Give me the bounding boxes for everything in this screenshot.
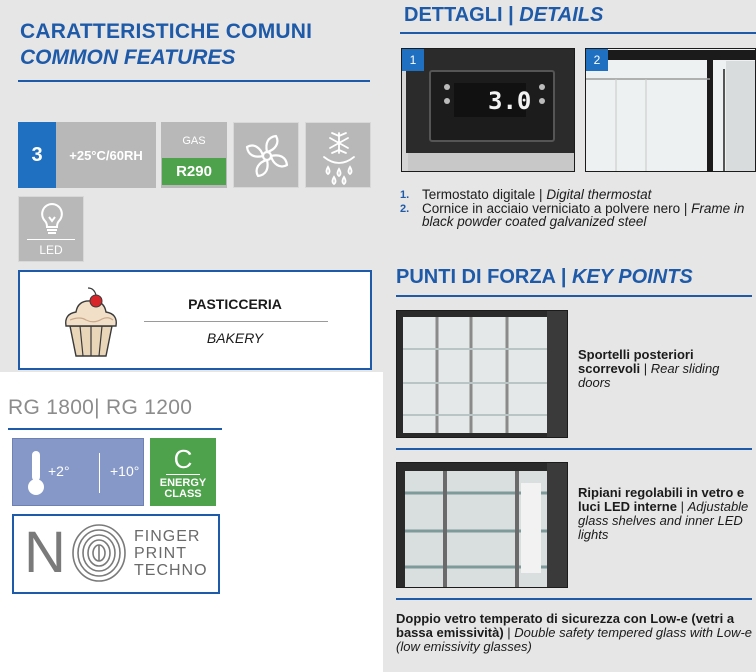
- details-title-it: DETTAGLI: [404, 4, 503, 26]
- shelves-image: [397, 463, 568, 588]
- fingerprint-icon: [70, 522, 128, 584]
- list-number: 2.: [400, 203, 410, 215]
- defrost-badge: [305, 122, 371, 188]
- no-fp-line1: FINGER: [134, 528, 201, 545]
- temperature-min: +2°: [48, 463, 70, 479]
- energy-class-label: [150, 478, 216, 500]
- details-title-en: DETAILS: [519, 4, 604, 26]
- model-name: RG 1800| RG 1200: [8, 396, 193, 419]
- key-point-text-it: Doppio vetro temperato di sicurezza con Low-e (vetri a bassa emissività): [396, 611, 735, 640]
- climate-class-badge: [18, 122, 156, 188]
- common-features-title-en: COMMON FEATURES: [20, 46, 236, 69]
- bakery-title: PASTICCERIA: [188, 296, 282, 312]
- divider: [144, 321, 328, 322]
- key-points-title: [396, 266, 693, 289]
- no-fp-line3: TECHNO: [134, 562, 208, 579]
- no-fp-letter: N: [24, 520, 66, 585]
- energy-label-line2: CLASS: [164, 488, 202, 500]
- gas-value: R290: [162, 158, 226, 185]
- list-number: 1.: [400, 189, 410, 201]
- led-badge: [18, 196, 84, 262]
- key-points-title-it: PUNTI DI FORZA: [396, 266, 556, 288]
- divider: [396, 295, 752, 297]
- key-point-1: Sportelli posteriori scorrevoli | Rear sliding doors: [578, 347, 720, 390]
- energy-class-badge: [150, 438, 216, 506]
- common-features-title: [20, 20, 312, 70]
- photo-number: 1: [402, 49, 424, 71]
- list-text-en: Digital thermostat: [546, 187, 652, 202]
- divider: [8, 428, 222, 430]
- temperature-max: +10°: [110, 463, 140, 479]
- key-point-2: Ripiani regolabili in vetro e luci LED interne | Adjustable glass shelves and inner LED lights: [578, 485, 749, 542]
- key-points-title-sep: |: [560, 266, 567, 288]
- frame-image: [586, 49, 756, 172]
- divider: [400, 32, 756, 34]
- list-item: [400, 202, 750, 228]
- key-point-text-it: Ripiani regolabili in vetro e luci LED interne: [578, 485, 745, 514]
- energy-class-letter: C: [173, 444, 193, 474]
- key-point-text-it: Sportelli posteriori scorrevoli: [578, 347, 694, 376]
- no-fp-line2: PRINT: [134, 545, 187, 562]
- frame-photo: [585, 48, 756, 172]
- sliding-doors-image: [397, 311, 568, 438]
- no-fp-text: [134, 528, 208, 579]
- thermometer-icon: [21, 443, 51, 503]
- gas-badge: [161, 122, 227, 188]
- sliding-doors-photo: [396, 310, 568, 438]
- details-list: [400, 188, 750, 228]
- details-title-sep: |: [508, 4, 514, 26]
- photo-number: 2: [586, 49, 608, 71]
- divider: [99, 453, 100, 493]
- bakery-subtitle: BAKERY: [206, 330, 264, 346]
- defrost-icon: [306, 123, 372, 189]
- bakery-panel: [18, 270, 372, 370]
- climate-class-number: 3: [18, 122, 56, 188]
- thermostat-photo: [401, 48, 575, 172]
- divider: [18, 80, 370, 82]
- led-label: LED: [39, 243, 63, 257]
- divider: [396, 448, 752, 450]
- key-point-text-en: Double safety tempered glass with Low-e (low emissivity glasses): [396, 625, 753, 654]
- list-text-it: Cornice in acciaio verniciato a polvere nero |: [422, 201, 692, 216]
- divider: [27, 239, 75, 240]
- fan-badge: [233, 122, 299, 188]
- fan-icon: [234, 123, 300, 189]
- thermostat-display: 3.0: [488, 87, 532, 115]
- climate-condition: +25°C/60RH: [69, 147, 143, 163]
- cupcake-icon: [56, 286, 126, 360]
- temperature-range-badge: [12, 438, 144, 506]
- gas-label: GAS: [182, 135, 206, 147]
- common-features-title-it: CARATTERISTICHE COMUNI: [20, 20, 313, 43]
- shelves-photo: [396, 462, 568, 588]
- divider: [166, 474, 200, 475]
- no-fingerprint-badge: [12, 514, 220, 594]
- key-point-3: Doppio vetro temperato di sicurezza con Low-e (vetri a bassa emissività) | Double safety tempered glass with Low-e (low emissivity glasses): [396, 611, 753, 654]
- details-title: [404, 4, 603, 27]
- list-text-en: Frame in black powder coated galvanized steel: [422, 201, 745, 229]
- key-point-text-en: Adjustable glass shelves and inner LED lights: [578, 499, 749, 542]
- list-item: [400, 188, 750, 202]
- energy-label-line1: ENERGY: [159, 477, 207, 489]
- lightbulb-icon: [19, 197, 85, 241]
- key-point-text-en: Rear sliding doors: [578, 361, 720, 390]
- list-text-it: Termostato digitale |: [422, 187, 547, 202]
- key-points-title-en: KEY POINTS: [571, 266, 693, 288]
- divider: [396, 598, 752, 600]
